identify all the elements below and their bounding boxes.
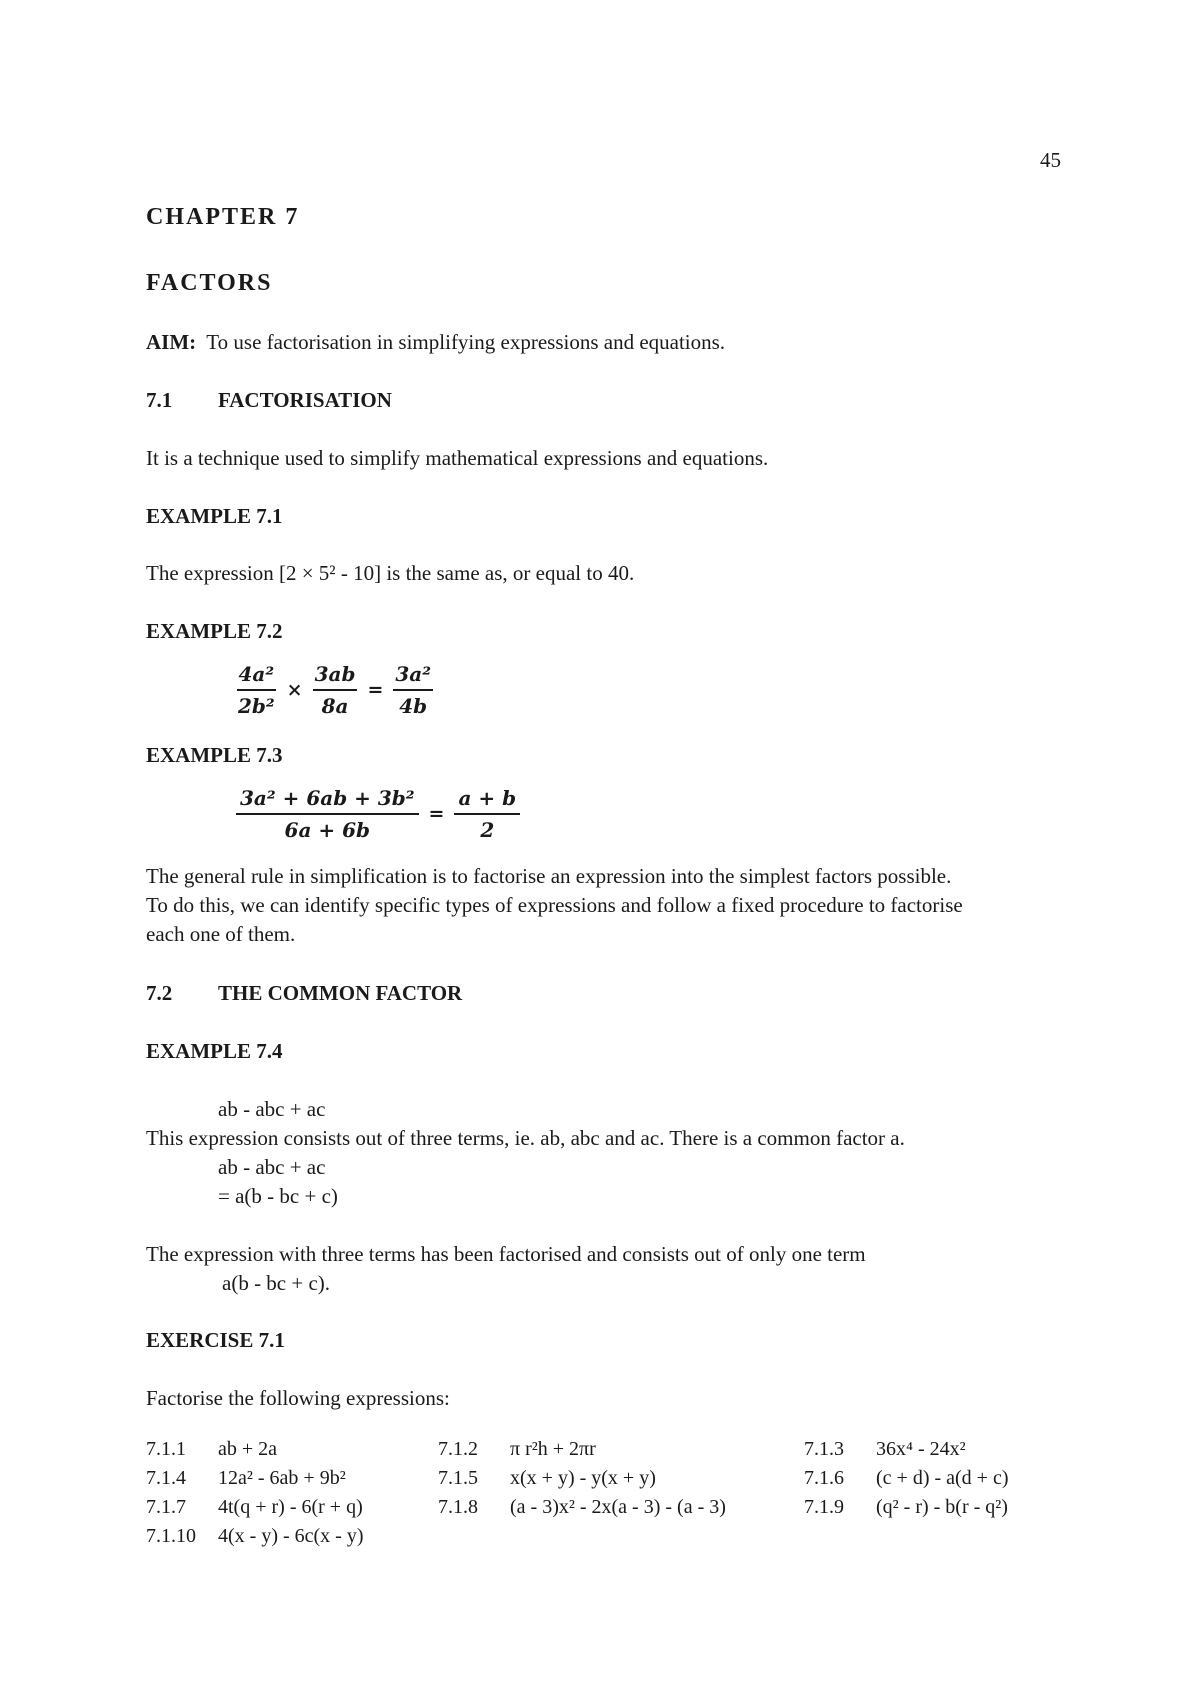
numerator: 3a² + 6ab + 3b²: [236, 786, 419, 815]
example-heading-7-4: EXAMPLE 7.4: [146, 1039, 283, 1063]
exercise-heading-7-1: EXERCISE 7.1: [146, 1328, 285, 1352]
general-rule-line-1: The general rule in simplification is to factorise an expression into the simplest factors possible.: [146, 864, 952, 888]
example-7-4-explanation: This expression consists out of three terms, ie. ab, abc and ac. There is a common factor a.: [146, 1126, 905, 1150]
exercise-number: 7.1.8: [438, 1496, 478, 1518]
numerator: 4a²: [237, 662, 277, 691]
section-heading-7-1: [146, 388, 392, 413]
fraction: [393, 662, 433, 718]
numerator: a + b: [454, 786, 520, 815]
exercise-expression: (c + d) - a(d + c): [876, 1467, 1009, 1489]
section-title: THE COMMON FACTOR: [218, 981, 463, 1005]
denominator: 2: [480, 818, 495, 842]
fraction: [313, 662, 358, 718]
exercise-expression: 12a² - 6ab + 9b²: [218, 1467, 346, 1489]
exercise-number: 7.1.6: [804, 1467, 844, 1489]
example-heading-7-2: EXAMPLE 7.2: [146, 619, 283, 643]
exercise-number: 7.1.9: [804, 1496, 844, 1518]
chapter-heading: CHAPTER 7: [146, 204, 300, 230]
example-7-2-equation: [236, 662, 433, 718]
example-heading-7-3: EXAMPLE 7.3: [146, 743, 283, 767]
exercise-expression: π r²h + 2πr: [510, 1438, 596, 1460]
fraction: [454, 786, 520, 842]
denominator: 2b²: [238, 694, 275, 718]
equals-operator: =: [367, 679, 384, 701]
exercise-expression: 4(x - y) - 6c(x - y): [218, 1525, 364, 1547]
exercise-number: 7.1.2: [438, 1438, 478, 1460]
example-7-4-expression-repeat: ab - abc + ac: [218, 1155, 326, 1179]
times-operator: ×: [286, 679, 303, 701]
equals-operator: =: [428, 803, 445, 825]
example-7-4-expression: ab - abc + ac: [218, 1097, 326, 1121]
example-7-4-conclusion: The expression with three terms has been factorised and consists out of only one term: [146, 1242, 866, 1266]
fraction: [236, 662, 277, 718]
fraction: [236, 786, 419, 842]
example-7-4-factorised: = a(b - bc + c): [218, 1184, 338, 1208]
exercise-expression: ab + 2a: [218, 1438, 278, 1460]
page-number: 45: [1040, 148, 1061, 172]
numerator: 3a²: [393, 662, 433, 691]
exercise-expression: (q² - r) - b(r - q²): [876, 1496, 1008, 1518]
example-7-1-text: The expression [2 × 5² - 10] is the same as, or equal to 40.: [146, 561, 635, 585]
denominator: 4b: [399, 694, 428, 718]
denominator: 6a + 6b: [284, 818, 370, 842]
exercise-number: 7.1.10: [146, 1525, 196, 1547]
example-7-4-result: a(b - bc + c).: [222, 1271, 331, 1295]
section-number: 7.2: [146, 981, 173, 1005]
aim-line: [146, 330, 725, 355]
example-7-3-equation: [236, 786, 520, 842]
exercise-instruction: Factorise the following expressions:: [146, 1386, 450, 1410]
section-heading-7-2: [146, 981, 462, 1006]
exercise-expression: x(x + y) - y(x + y): [510, 1467, 656, 1489]
exercise-number: 7.1.3: [804, 1438, 844, 1460]
chapter-title: FACTORS: [146, 270, 273, 296]
section-number: 7.1: [146, 388, 173, 412]
exercise-number: 7.1.4: [146, 1467, 186, 1489]
example-heading-7-1: EXAMPLE 7.1: [146, 504, 283, 528]
general-rule-line-2: To do this, we can identify specific types of expressions and follow a fixed procedure to factorise: [146, 893, 963, 917]
exercise-number: 7.1.5: [438, 1467, 478, 1489]
numerator: 3ab: [313, 662, 358, 691]
general-rule-line-3: each one of them.: [146, 922, 296, 946]
exercise-number: 7.1.7: [146, 1496, 186, 1518]
exercise-expression: 4t(q + r) - 6(r + q): [218, 1496, 363, 1518]
intro-paragraph: It is a technique used to simplify mathematical expressions and equations.: [146, 446, 769, 470]
exercise-expression: (a - 3)x² - 2x(a - 3) - (a - 3): [510, 1496, 726, 1518]
exercise-expression: 36x⁴ - 24x²: [876, 1438, 966, 1460]
section-title: FACTORISATION: [218, 388, 392, 412]
exercise-number: 7.1.1: [146, 1438, 186, 1460]
aim-text: To use factorisation in simplifying expressions and equations.: [206, 330, 726, 354]
aim-label: AIM:: [146, 330, 197, 354]
denominator: 8a: [321, 694, 349, 718]
